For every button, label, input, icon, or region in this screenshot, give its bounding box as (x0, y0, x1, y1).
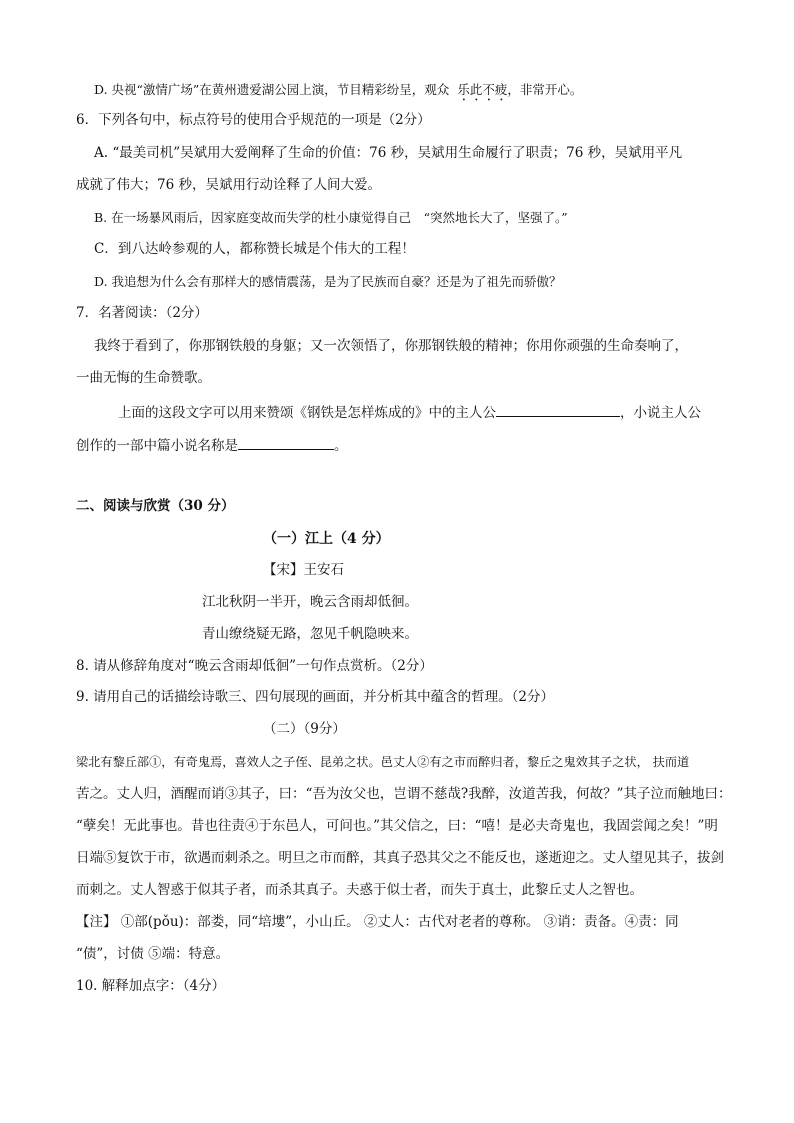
q7-fill-text-3: 创作的一部中篇小说名称是 (76, 438, 238, 454)
q7-fill-text-4: 。 (334, 438, 348, 454)
question-7: 7．名著阅读：（2分） (76, 305, 208, 321)
notes-line-2: “债”，讨债 ⑤端：特意。 (76, 946, 230, 962)
passage-line-5: 而刺之。丈人智惑于似其子者，而杀其真子。夫惑于似士者，而失于真士，此黎丘丈人之智也。 (76, 882, 643, 898)
poem-author: 【宋】王安石 (263, 562, 344, 578)
question-9: 9. 请用自己的话描绘诗歌三、四句展现的画面，并分析其中蕴含的哲理。（2分） (76, 689, 555, 705)
q6-option-a-line-1: A. “最美司机”吴斌用大爱阐释了生命的价值：76 秒，吴斌用生命履行了职责；76 秒，吴斌用平凡 (94, 145, 683, 161)
q6-option-a-line-2: 成就了伟大；76 秒，吴斌用行动诠释了人间大爱。 (76, 177, 381, 193)
poem-line-2: 青山缭绕疑无路，忽见千帆隐映来。 (202, 626, 418, 642)
section-2-heading: 二、阅读与欣赏（30 分） (76, 498, 235, 514)
passage-line-2: 苦之。丈人归，酒醒而诮③其子，曰：“吾为汝父也，岂谓不慈哉?我醉，汝道苦我，何故？”其子泣而触地曰： (76, 786, 732, 802)
q7-blank-protagonist (496, 404, 620, 417)
q6-option-d: D. 我追想为什么会有那样大的感情震荡，是为了民族而自豪？还是为了祖先而骄傲？ (94, 274, 562, 289)
q5-option-d-tail: ，非常开心。 (507, 82, 583, 97)
q6-option-b: B. 在一场暴风雨后，因家庭变故而失学的杜小康觉得自己 “突然地长大了，坚强了。” (94, 210, 568, 225)
question-10: 10. 解释加点字：（4分） (76, 978, 226, 994)
q7-blank-novel-title (238, 437, 334, 450)
q5-option-d-dotted-word: 乐此不疲 (457, 82, 508, 97)
passage-line-4: 日端⑤复饮于市，欲遇而刺杀之。明旦之市而醉，其真子恐其父之不能反也，遂逝迎之。丈人望见其子，拔剑 (76, 850, 724, 866)
q7-fill-line-1 (118, 404, 701, 421)
q7-quote-line-1: 我终于看到了，你那钢铁般的身躯；又一次领悟了，你那钢铁般的精神；你用你顽强的生命奏响了， (94, 338, 688, 354)
q7-quote-line-2: 一曲无悔的生命赞歌。 (76, 370, 211, 386)
poem-line-1: 江北秋阴一半开，晚云含雨却低徊。 (202, 594, 418, 610)
question-8: 8. 请从修辞角度对“晚云含雨却低徊”一句作点赏析。（2分） (76, 658, 433, 674)
question-6: 6．下列各句中，标点符号的使用合乎规范的一项是（2分） (76, 112, 431, 128)
part-2-title: （二）（9分） (263, 721, 346, 737)
q7-fill-text-2: ，小说主人公 (620, 405, 701, 421)
q7-fill-text-1: 上面的这段文字可以用来赞颂《钢铁是怎样炼成的》中的主人公 (118, 405, 496, 421)
q5-option-d (94, 82, 582, 104)
notes-line-1: 【注】 ①部(pǒu)：部娄，同“培塿”，小山丘。 ②丈人：古代对老者的尊称。 ③诮：责备。④责：同 (76, 914, 679, 930)
poem-title: （一）江上（4 分） (263, 531, 390, 547)
q7-fill-line-2 (76, 437, 348, 454)
q5-option-d-text: D. 央视“激情广场”在黄州遗爱湖公园上演，节目精彩纷呈，观众 (94, 82, 450, 97)
passage-line-3: “孽矣！无此事也。昔也往责④于东邑人，可问也。”其父信之，曰：“嘻！是必夫奇鬼也，我固尝闻之矣！”明 (76, 818, 718, 834)
passage-line-1: 梁北有黎丘部①，有奇鬼焉，喜效人之子侄、昆弟之状。邑丈人②有之市而醉归者，黎丘之鬼效其子之状， 扶而道 (76, 755, 690, 769)
q6-option-c: C．到八达岭参观的人，都称赞长城是个伟大的工程！ (94, 241, 415, 257)
